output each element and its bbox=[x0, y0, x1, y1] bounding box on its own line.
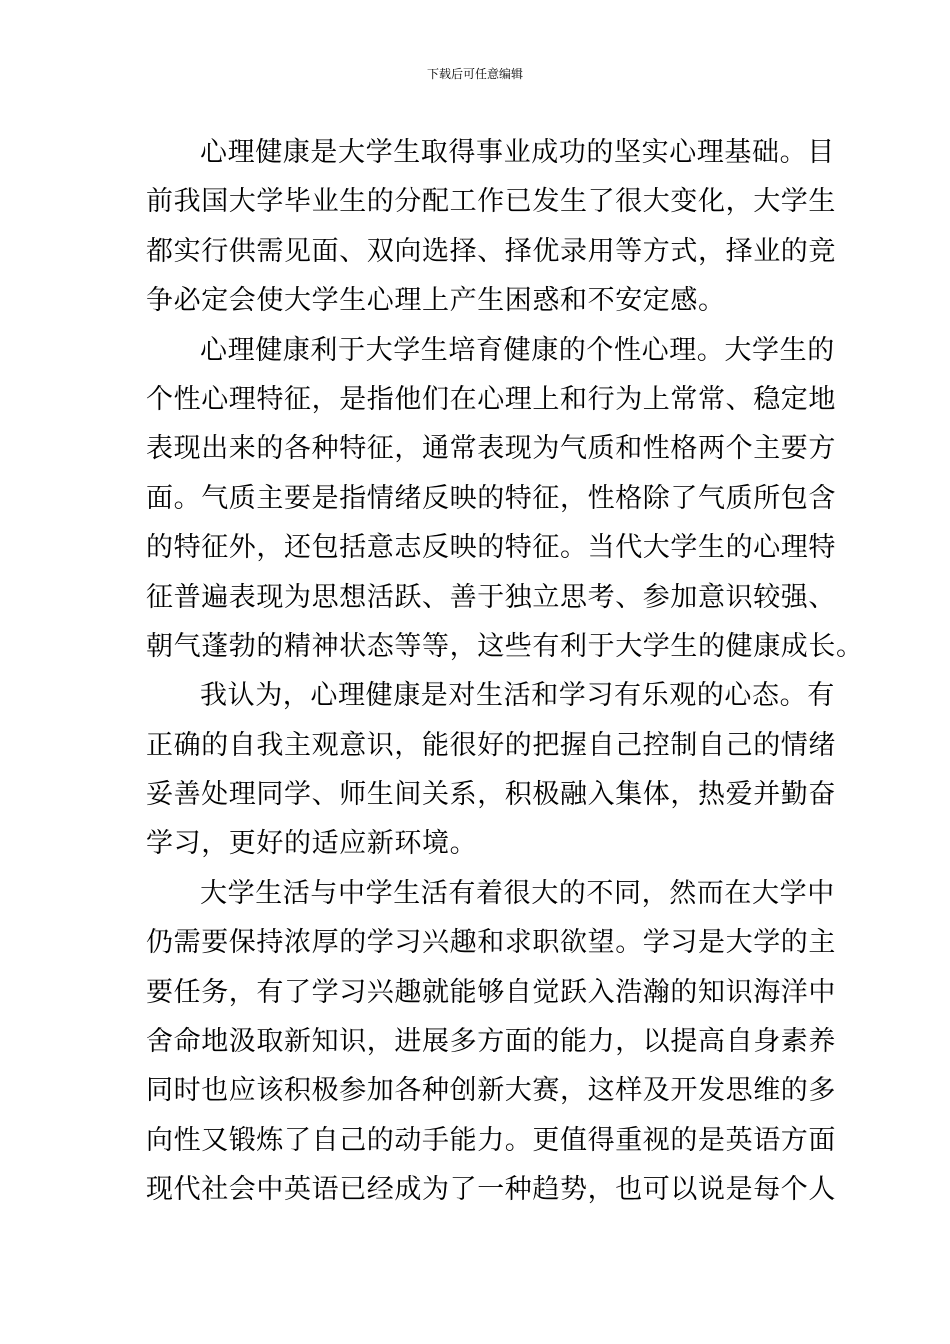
paragraph-line: 心理健康利于大学生培育健康的个性心理。大学生的 bbox=[200, 334, 835, 366]
paragraph-line: 仍需要保持浓厚的学习兴趣和求职欲望。学习是大学的主 bbox=[146, 927, 836, 959]
paragraph-line: 朝气蓬勃的精神状态等等，这些有利于大学生的健康成长。 bbox=[146, 630, 864, 662]
paragraph-line: 我认为，心理健康是对生活和学习有乐观的心态。有 bbox=[200, 680, 835, 712]
paragraph-line: 学习，更好的适应新环境。 bbox=[146, 828, 478, 860]
paragraph-line: 同时也应该积极参加各种创新大赛，这样及开发思维的多 bbox=[146, 1075, 836, 1107]
header-note: 下载后可任意编辑 bbox=[426, 67, 523, 81]
paragraph-line: 正确的自我主观意识，能很好的把握自己控制自己的情绪 bbox=[146, 729, 836, 761]
paragraph-line: 现代社会中英语已经成为了一种趋势，也可以说是每个人 bbox=[146, 1174, 836, 1206]
paragraph-line: 都实行供需见面、双向选择、择优录用等方式，择业的竞 bbox=[146, 235, 836, 267]
paragraph-line: 心理健康是大学生取得事业成功的坚实心理基础。目 bbox=[200, 137, 835, 168]
paragraph-line: 舍命地汲取新知识，进展多方面的能力，以提高自身素养 bbox=[146, 1026, 836, 1058]
paragraph-line: 争必定会使大学生心理上产生困惑和不安定感。 bbox=[146, 285, 726, 317]
paragraph-line: 征普遍表现为思想活跃、善于独立思考、参加意识较强、 bbox=[146, 581, 836, 613]
paragraph-line: 要任务，有了学习兴趣就能够自觉跃入浩瀚的知识海洋中 bbox=[146, 976, 836, 1008]
paragraph-line: 向性又锻炼了自己的动手能力。更值得重视的是英语方面 bbox=[146, 1124, 836, 1156]
paragraph-line: 前我国大学毕业生的分配工作已发生了很大变化，大学生 bbox=[146, 186, 836, 218]
body-text bbox=[146, 128, 864, 1215]
paragraph-line: 的特征外，还包括意志反映的特征。当代大学生的心理特 bbox=[146, 532, 836, 564]
paragraph-line: 面。气质主要是指情绪反映的特征，性格除了气质所包含 bbox=[146, 482, 836, 514]
paragraph-line: 表现出来的各种特征，通常表现为气质和性格两个主要方 bbox=[146, 433, 836, 465]
paragraph-line: 大学生活与中学生活有着很大的不同，然而在大学中 bbox=[200, 877, 835, 909]
paragraph-line: 妥善处理同学、师生间关系，积极融入集体，热爱并勤奋 bbox=[146, 779, 836, 811]
paragraph-line: 个性心理特征，是指他们在心理上和行为上常常、稳定地 bbox=[146, 383, 836, 415]
